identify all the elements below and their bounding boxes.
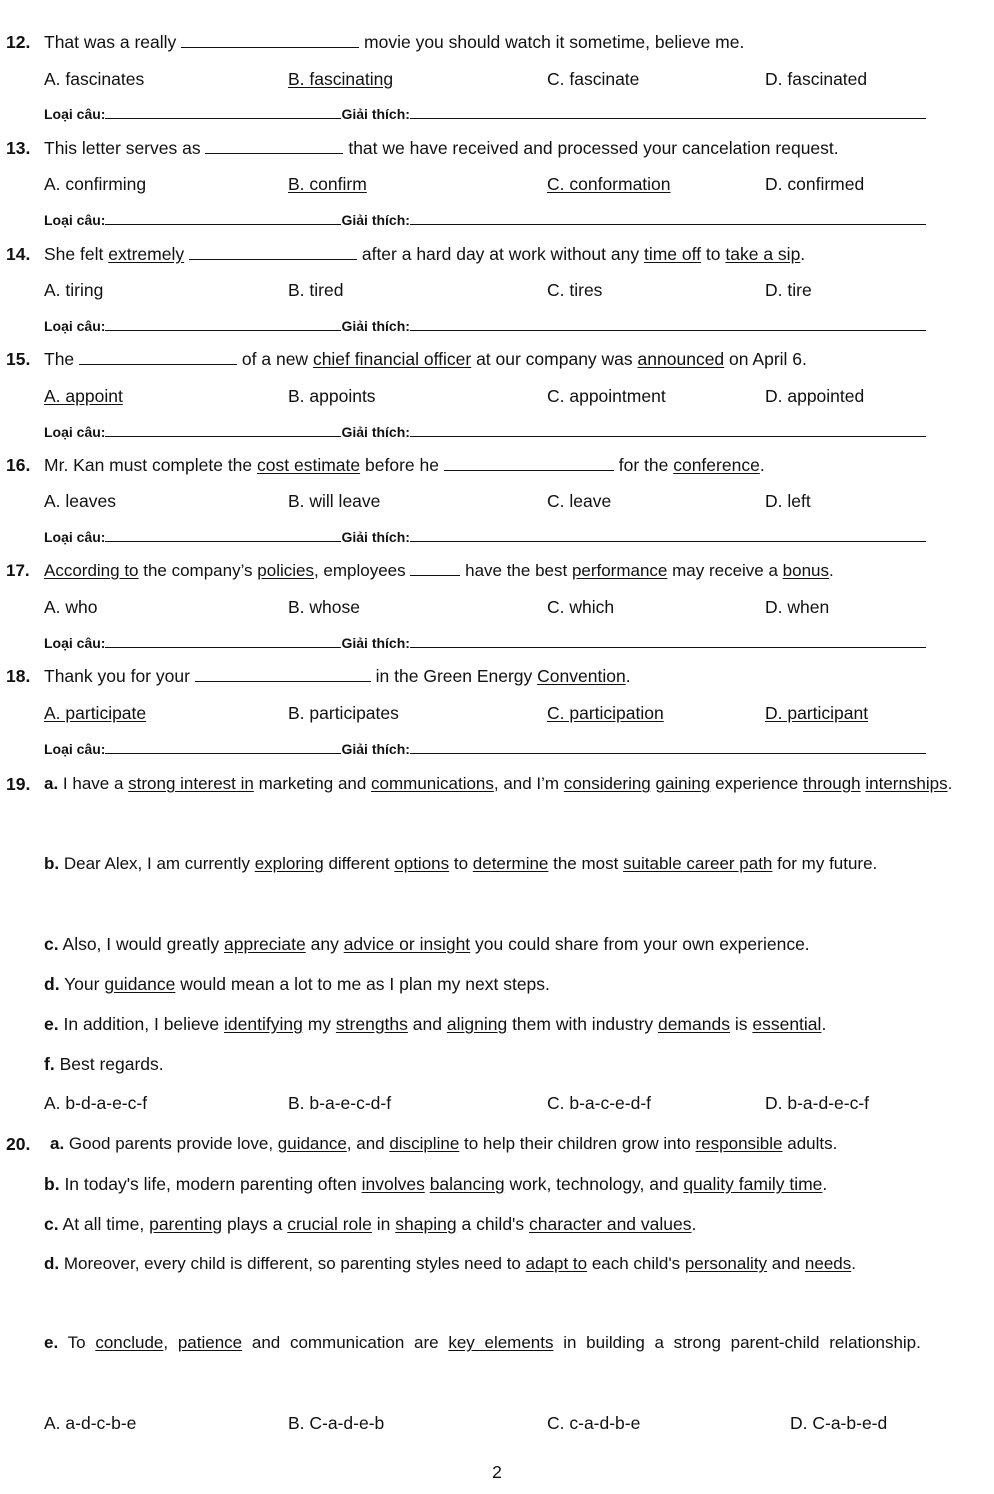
answer-note: Loại câu: Giải thích: <box>44 212 926 228</box>
answer-note: Loại câu: Giải thích: <box>44 529 926 545</box>
option-a[interactable]: A. participate <box>44 703 147 723</box>
answer-blank[interactable] <box>444 456 614 471</box>
question-number: 14. <box>6 244 31 264</box>
option-d[interactable]: D. when <box>765 597 830 617</box>
question-text: This letter serves as that we have received and processed your cancelation request. <box>44 138 839 158</box>
option-c[interactable]: C. c-a-d-b-e <box>547 1413 641 1433</box>
option-d[interactable]: D. fascinated <box>765 69 868 89</box>
answer-note: Loại câu: Giải thích: <box>44 106 926 122</box>
question-text: That was a really movie you should watch it sometime, believe me. <box>44 32 745 52</box>
answer-note: Loại câu: Giải thích: <box>44 741 926 757</box>
option-c[interactable]: C. participation <box>547 703 664 723</box>
option-a[interactable]: A. a-d-c-b-e <box>44 1413 137 1433</box>
question-text: Mr. Kan must complete the cost estimate before he for the conference. <box>44 455 765 475</box>
sentence-20e: e. To conclude, patience and communication are key elements in building a strong parent-child relationship. <box>44 1333 921 1352</box>
option-d[interactable]: D. confirmed <box>765 174 865 194</box>
option-a[interactable]: A. who <box>44 597 98 617</box>
type-field[interactable] <box>105 529 341 542</box>
explain-field[interactable] <box>410 212 926 225</box>
sentence-19f: f. Best regards. <box>44 1054 164 1074</box>
option-c[interactable]: C. tires <box>547 280 603 300</box>
answer-note: Loại câu: Giải thích: <box>44 318 926 334</box>
option-d[interactable]: D. participant <box>765 703 869 723</box>
option-d[interactable]: D. appointed <box>765 386 865 406</box>
page-number: 2 <box>492 1462 502 1482</box>
option-b[interactable]: B. b-a-e-c-d-f <box>288 1093 392 1113</box>
question-number: 12. <box>6 32 31 52</box>
explain-field[interactable] <box>410 424 926 437</box>
type-field[interactable] <box>105 424 341 437</box>
option-d[interactable]: D. b-a-d-e-c-f <box>765 1093 870 1113</box>
sentence-20c: c. At all time, parenting plays a crucial role in shaping a child's character and values. <box>44 1214 697 1234</box>
question-text: The of a new chief financial officer at our company was announced on April 6. <box>44 349 807 369</box>
question-number: 20. <box>6 1134 31 1154</box>
question-number: 15. <box>6 349 31 369</box>
question-number: 19. <box>6 774 31 794</box>
option-a[interactable]: A. tiring <box>44 280 104 300</box>
question-text: She felt extremely after a hard day at work without any time off to take a sip. <box>44 244 806 264</box>
answer-note: Loại câu: Giải thích: <box>44 635 926 651</box>
answer-blank[interactable] <box>410 561 460 576</box>
option-a[interactable]: A. b-d-a-e-c-f <box>44 1093 148 1113</box>
sentence-19d: d. Your guidance would mean a lot to me as I plan my next steps. <box>44 974 550 994</box>
question-number: 18. <box>6 666 31 686</box>
answer-blank[interactable] <box>205 139 343 154</box>
sentence-20a: a. Good parents provide love, guidance, and discipline to help their children grow into responsible adults. <box>50 1134 838 1153</box>
answer-blank[interactable] <box>181 33 359 48</box>
question-number: 17. <box>6 561 30 580</box>
answer-note: Loại câu: Giải thích: <box>44 424 926 440</box>
option-b[interactable]: B. appoints <box>288 386 376 406</box>
answer-blank[interactable] <box>189 245 357 260</box>
option-b[interactable]: B. C-a-d-e-b <box>288 1413 385 1433</box>
option-c[interactable]: C. b-a-c-e-d-f <box>547 1093 652 1113</box>
option-b[interactable]: B. participates <box>288 703 399 723</box>
option-b[interactable]: B. whose <box>288 597 360 617</box>
option-b[interactable]: B. confirm <box>288 174 367 194</box>
type-field[interactable] <box>105 318 341 331</box>
option-a[interactable]: A. confirming <box>44 174 147 194</box>
option-c[interactable]: C. leave <box>547 491 612 511</box>
option-c[interactable]: C. fascinate <box>547 69 640 89</box>
option-d[interactable]: D. C-a-b-e-d <box>790 1413 888 1433</box>
option-a[interactable]: A. leaves <box>44 491 116 511</box>
sentence-19a: a. I have a strong interest in marketing and communications, and I’m considering gaining experience through internships. <box>44 774 953 793</box>
sentence-19e: e. In addition, I believe identifying my strengths and aligning them with industry demands is essential. <box>44 1014 827 1034</box>
sentence-20b: b. In today's life, modern parenting often involves balancing work, technology, and quality family time. <box>44 1174 828 1194</box>
option-a[interactable]: A. fascinates <box>44 69 145 89</box>
answer-blank[interactable] <box>79 350 237 365</box>
option-c[interactable]: C. conformation <box>547 174 671 194</box>
option-c[interactable]: C. which <box>547 597 615 617</box>
option-b[interactable]: B. tired <box>288 280 344 300</box>
question-number: 13. <box>6 138 31 158</box>
sentence-20d: d. Moreover, every child is different, so parenting styles need to adapt to each child's personality and needs. <box>44 1254 856 1273</box>
explain-field[interactable] <box>410 635 926 648</box>
option-c[interactable]: C. appointment <box>547 386 666 406</box>
option-d[interactable]: D. tire <box>765 280 812 300</box>
question-text: According to the company’s policies, employees have the best performance may receive a bonus. <box>44 561 834 580</box>
type-field[interactable] <box>105 212 341 225</box>
question-number: 16. <box>6 455 31 475</box>
option-a[interactable]: A. appoint <box>44 386 123 406</box>
type-field[interactable] <box>105 635 341 648</box>
sentence-19c: c. Also, I would greatly appreciate any advice or insight you could share from your own experience. <box>44 934 810 954</box>
explain-field[interactable] <box>410 318 926 331</box>
explain-field[interactable] <box>410 106 926 119</box>
option-b[interactable]: B. fascinating <box>288 69 394 89</box>
sentence-19b: b. Dear Alex, I am currently exploring different options to determine the most suitable career path for my future. <box>44 854 878 873</box>
type-field[interactable] <box>105 741 341 754</box>
question-text: Thank you for your in the Green Energy Convention. <box>44 666 631 686</box>
answer-blank[interactable] <box>195 667 371 682</box>
explain-field[interactable] <box>410 741 926 754</box>
type-field[interactable] <box>105 106 341 119</box>
option-b[interactable]: B. will leave <box>288 491 381 511</box>
option-d[interactable]: D. left <box>765 491 811 511</box>
explain-field[interactable] <box>410 529 926 542</box>
